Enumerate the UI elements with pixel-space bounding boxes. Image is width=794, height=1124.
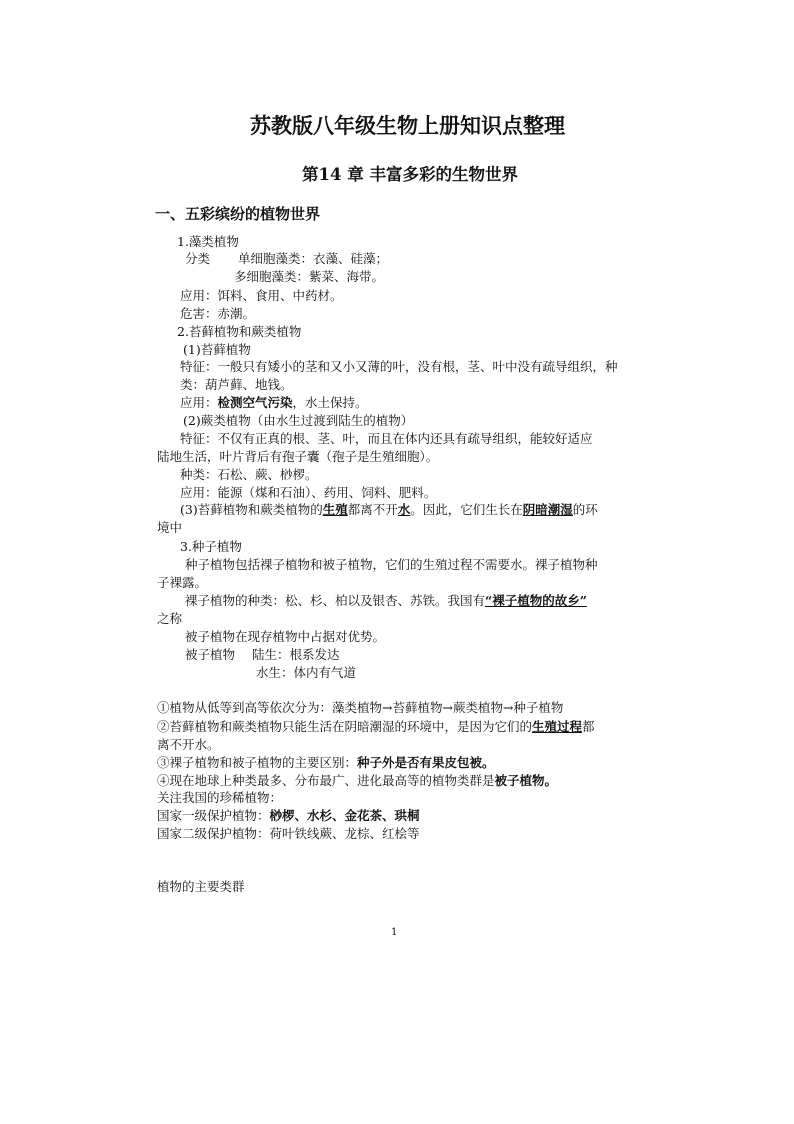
summary-item-2 <box>157 718 595 736</box>
level1-label: 国家一级保护植物： <box>157 808 270 823</box>
algae-harm: 危害：赤潮。 <box>180 306 256 321</box>
chapter-heading: 第14 章 丰富多彩的生物世界 <box>302 165 518 184</box>
algae-multicellular: 多细胞藻类：紫菜、海带。 <box>234 269 385 284</box>
fern-use: 应用：能源（煤和石油）、药用、饲料、肥料。 <box>180 485 437 500</box>
seed-heading: 3.种子植物 <box>180 539 242 554</box>
summary-3-emphasis: 种子外是否有果皮包被。 <box>357 755 495 770</box>
fern-feature-line1: 特征：不仅有正真的根、茎、叶，而且在体内还具有疏导组织，能较好适应 <box>180 431 593 446</box>
summary-item-4 <box>157 772 557 790</box>
angiosperm-water: 水生：体内有气道 <box>256 665 357 680</box>
protected-level2: 国家二级保护植物：荷叶铁线蕨、龙棕、红桧等 <box>157 826 420 841</box>
summary-2-suffix: 都 <box>582 719 595 734</box>
summary-2-emphasis: 生殖过程 <box>532 719 583 734</box>
summary-item-1: ①植物从低等到高等依次分为：藻类植物→苔藓植物→蕨类植物→种子植物 <box>157 700 564 715</box>
algae-unicellular: 单细胞藻类：衣藻、硅藻； <box>238 251 389 266</box>
summary-3-text: ③裸子植物和被子植物的主要区别： <box>157 755 358 770</box>
summary-4-text: ④现在地球上种类最多、分布最广、进化最高等的植物类群是 <box>157 773 495 788</box>
moss-use-suffix: ，水土保持。 <box>292 395 368 410</box>
note-text-2: 都离不开 <box>347 502 398 517</box>
fern-feature-line2: 陆地生活，叶片背后有孢子囊（孢子是生殖细胞）。 <box>157 449 439 464</box>
moss-use <box>180 394 368 412</box>
seed-line2: 子裸露。 <box>157 575 208 590</box>
note-emphasis-damp: 阴暗潮湿 <box>522 502 573 517</box>
moss-heading: (1)苔藓植物 <box>183 342 251 357</box>
seed-line1: 种子植物包括裸子植物和被子植物，它们的生殖过程不需要水。裸子植物种 <box>185 557 598 572</box>
page-number: 1 <box>391 927 398 938</box>
moss-feature-line2: 类：葫芦藓、地钱。 <box>180 377 293 392</box>
moss-use-emphasis: 检测空气污染 <box>217 395 293 410</box>
note-emphasis-reproduction: 生殖 <box>322 502 348 517</box>
angiosperm-label: 被子植物 <box>185 647 236 662</box>
note-text-1: (3)苔藓植物和蕨类植物的 <box>180 502 323 517</box>
note-text-3: 。因此，它们生长在 <box>410 502 523 517</box>
summary-2-text: ②苔藓植物和蕨类植物只能生活在阴暗潮湿的环境中，是因为它们的 <box>157 719 533 734</box>
angiosperm-land: 陆生：根系发达 <box>252 647 340 662</box>
protected-level1 <box>157 807 420 825</box>
angiosperm-dominant: 被子植物在现存植物中占据对优势。 <box>185 629 386 644</box>
moss-feature-line1: 特征：一般只有矮小的茎和又小又薄的叶，没有根，茎、叶中没有疏导组织，种 <box>180 359 618 374</box>
algae-use: 应用：饵料、食用、中药材。 <box>180 288 343 303</box>
gymnosperm-text: 裸子植物的种类：松、杉、柏以及银杏、苏铁。我国有 <box>185 593 486 608</box>
fern-species: 种类：石松、蕨、桫椤。 <box>180 467 318 482</box>
algae-heading: 1.藻类植物 <box>177 234 239 249</box>
summary-item-2-line2: 离不开水。 <box>157 737 220 752</box>
note-text-4: 的环 <box>572 502 598 517</box>
summary-4-emphasis: 被子植物。 <box>494 773 558 788</box>
gymnosperm-species <box>185 592 587 610</box>
summary-item-3 <box>157 754 495 772</box>
section-heading: 一、五彩缤纷的植物世界 <box>155 205 321 223</box>
moss-fern-note <box>180 501 598 519</box>
rare-plants-heading: 关注我国的珍稀植物： <box>157 790 283 805</box>
gymnosperm-line2: 之称 <box>157 611 183 626</box>
level1-species: 桫椤、水杉、金花茶、珙桐 <box>269 808 420 823</box>
note-emphasis-water: 水 <box>397 502 411 517</box>
moss-use-prefix: 应用： <box>180 395 218 410</box>
moss-fern-note-line2: 境中 <box>157 520 183 535</box>
gymnosperm-homeland: “裸子植物的故乡” <box>485 593 587 608</box>
moss-fern-heading: 2.苔藓植物和蕨类植物 <box>177 324 302 339</box>
fern-heading: (2)蕨类植物（由水生过渡到陆生的植物） <box>183 413 414 428</box>
footer-heading: 植物的主要类群 <box>157 879 245 894</box>
page-title: 苏教版八年级生物上册知识点整理 <box>250 113 565 138</box>
algae-class-label: 分类 <box>185 251 211 266</box>
